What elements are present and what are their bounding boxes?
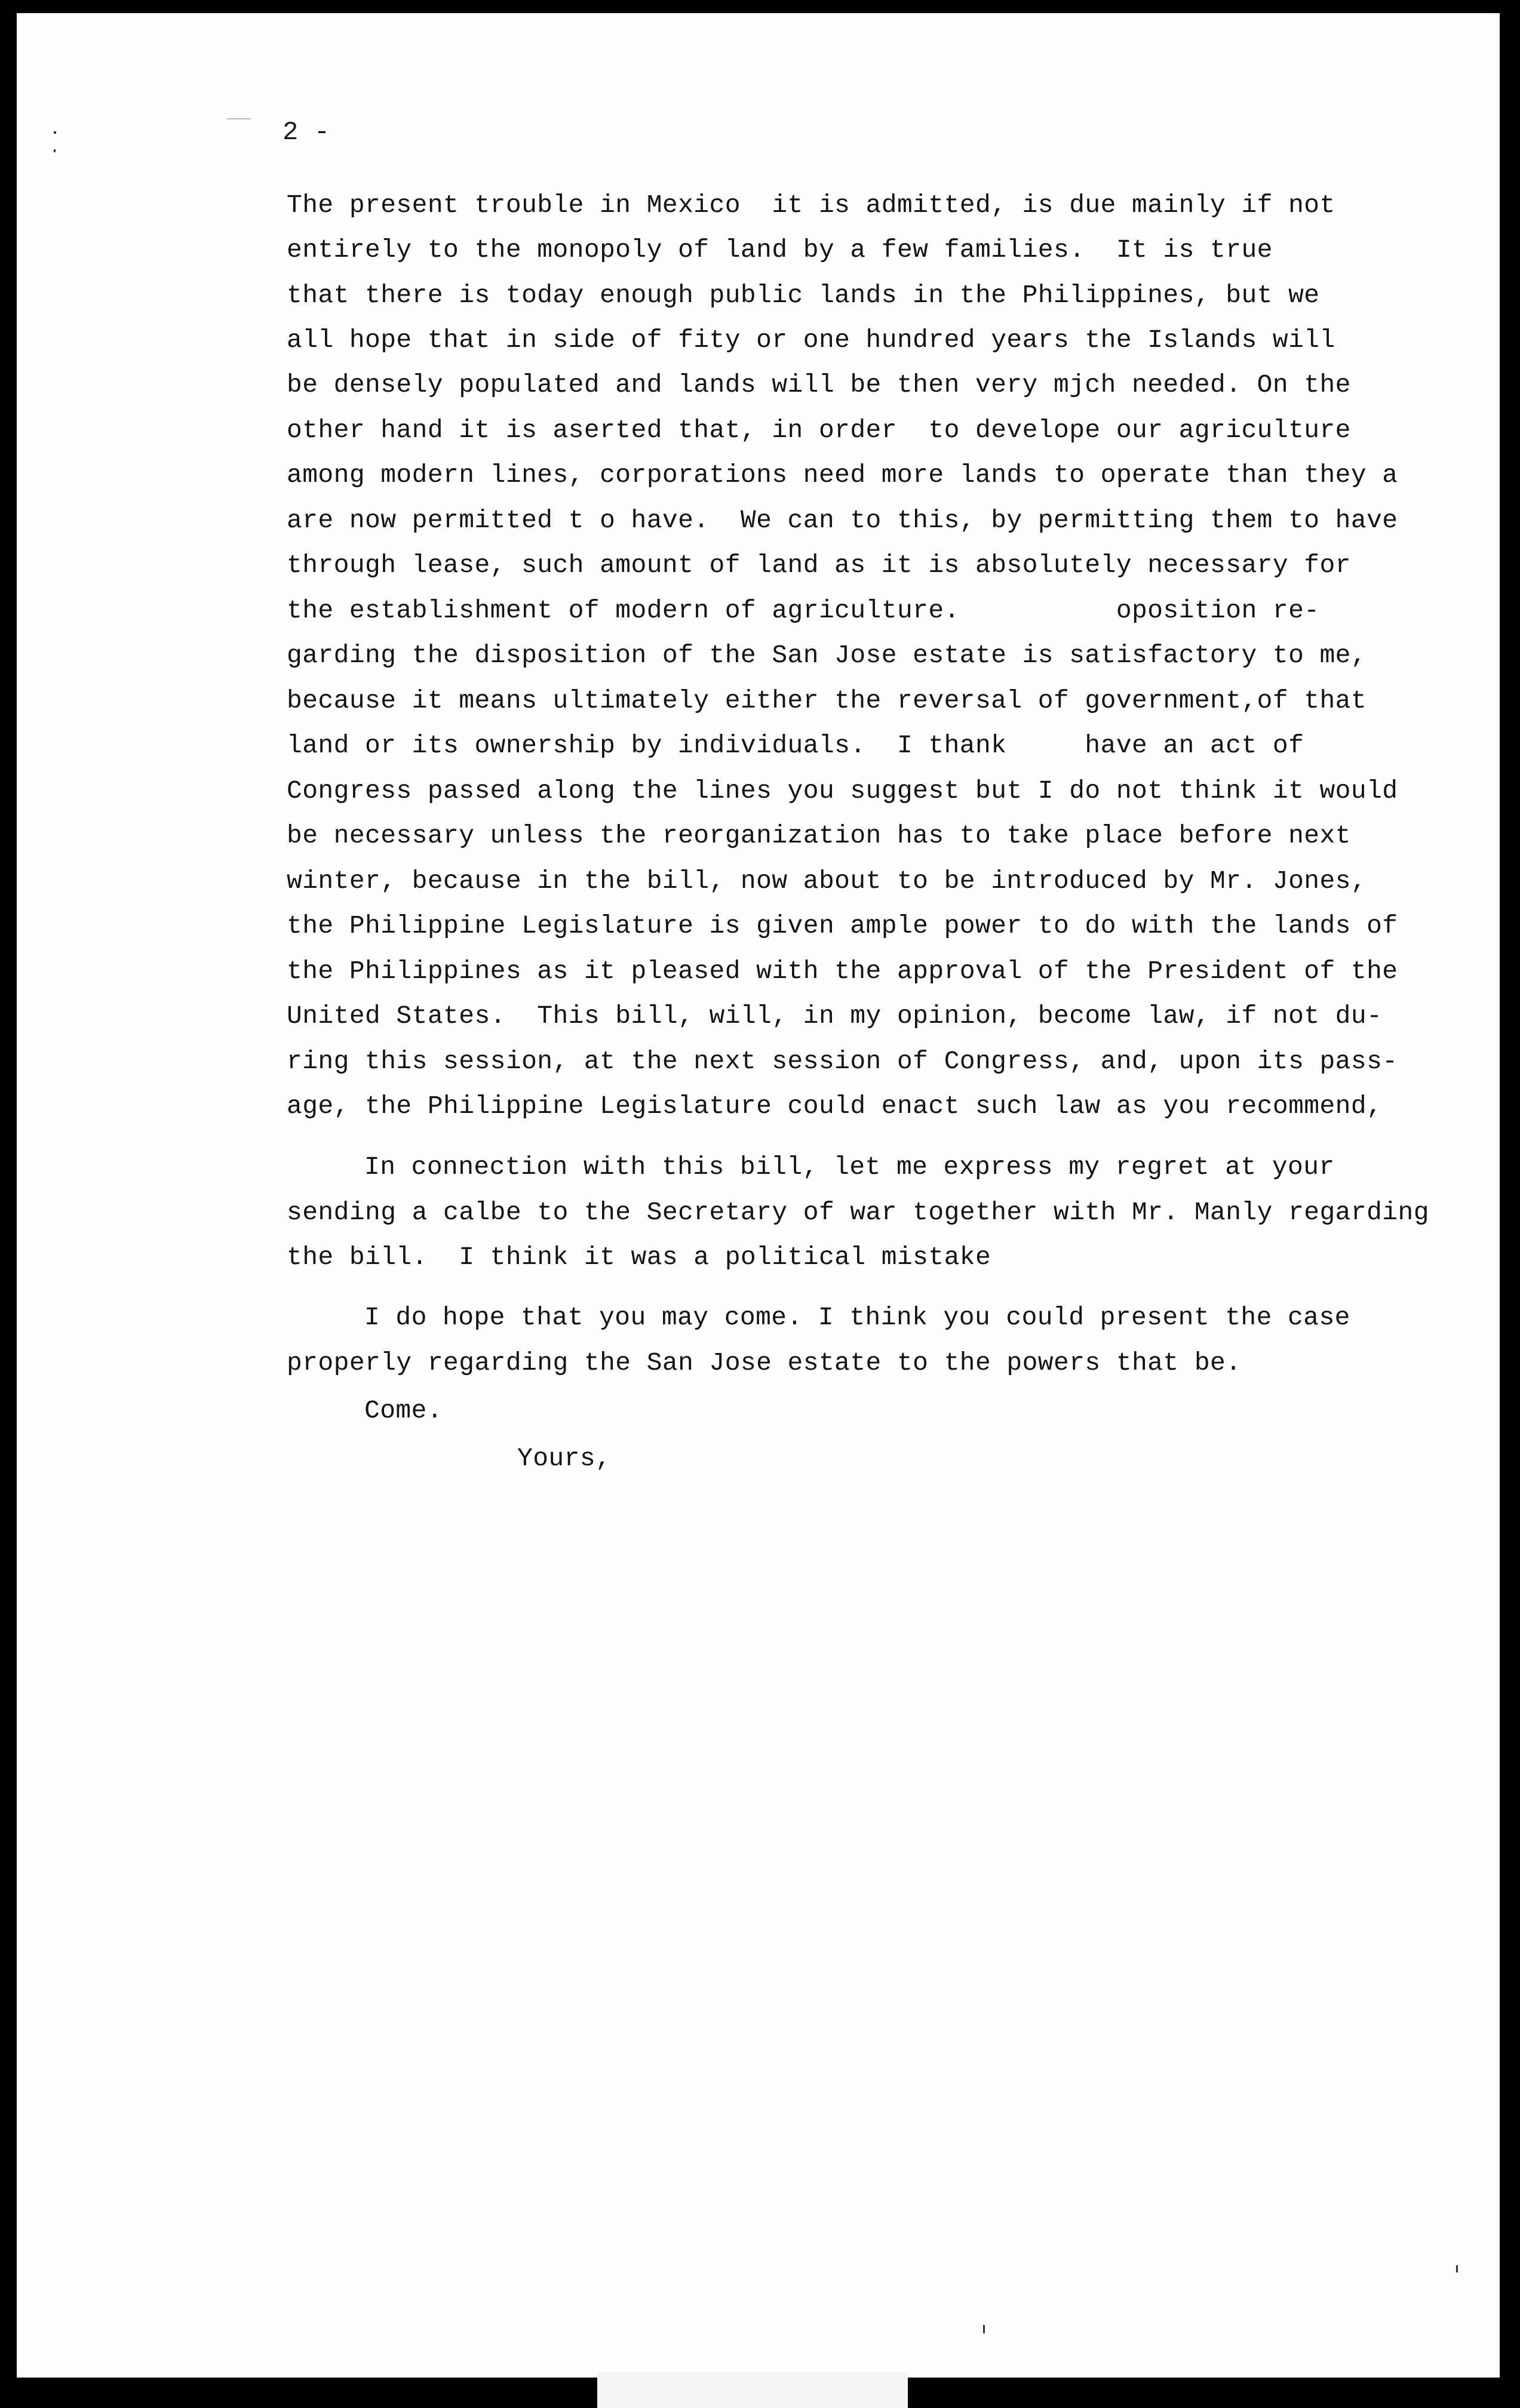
signoff: Yours, [517,1444,612,1473]
body-line: through lease, such amount of land as it is absolutely necessary for [287,551,1351,580]
body-line: I do hope that you may come. I think you could present the case [364,1303,1350,1332]
scan-speck [54,149,56,152]
body-line: the Philippine Legislature is given ample power to do with the lands of [287,911,1398,940]
body-line: entirely to the monopoly of land by a few families. It is true [287,235,1273,265]
body-line: The present trouble in Mexico it is admitted, is due mainly if not [287,190,1335,220]
body-line: ring this session, at the next session of Congress, and, upon its pass- [287,1047,1398,1076]
scan-speck [983,2325,985,2333]
body-line: land or its ownership by individuals. I thank have an act of [287,731,1304,760]
archive-stamp-tab [597,2372,908,2408]
body-line: age, the Philippine Legislature could enact such law as you recommend, [287,1091,1383,1121]
scan-speck [1456,2265,1458,2272]
body-line: winter, because in the bill, now about to be introduced by Mr. Jones, [287,866,1367,896]
scan-speck [54,131,56,134]
body-line: sending a calbe to the Secretary of war together with Mr. Manly regarding [287,1198,1429,1227]
body-line: other hand it is aserted that, in order to develope our agriculture [287,416,1351,445]
body-line: the Philippines as it pleased with the approval of the President of the [287,957,1398,986]
body-line: be necessary unless the reorganization has to take place before next [287,821,1351,850]
body-line: because it means ultimately either the reversal of government,of that [287,686,1367,715]
body-line: all hope that in side of fity or one hundred years the Islands will [287,325,1335,355]
body-line: In connection with this bill, let me express my regret at your [364,1152,1335,1182]
body-line: United States. This bill, will, in my opinion, become law, if not du- [287,1001,1383,1031]
body-line: are now permitted t o have. We can to this, by permitting them to have [287,506,1398,535]
body-line: be densely populated and lands will be then very mjch needed. On the [287,370,1351,399]
page-number: 2 - [282,118,330,147]
body-line: garding the disposition of the San Jose estate is satisfactory to me, [287,641,1367,670]
closing-line: Come. [364,1396,443,1425]
body-line: Congress passed along the lines you suggest but I do not think it would [287,776,1398,805]
scan-speck [227,118,251,119]
body-line: that there is today enough public lands in the Philippines, but we [287,281,1320,310]
body-line: the establishment of modern of agriculture. oposition re- [287,596,1320,625]
document-page [17,13,1500,2378]
body-line: properly regarding the San Jose estate to the powers that be. [287,1348,1242,1377]
body-line: among modern lines, corporations need more lands to operate than they a [287,460,1398,490]
body-line: the bill. I think it was a political mistake [287,1243,991,1272]
